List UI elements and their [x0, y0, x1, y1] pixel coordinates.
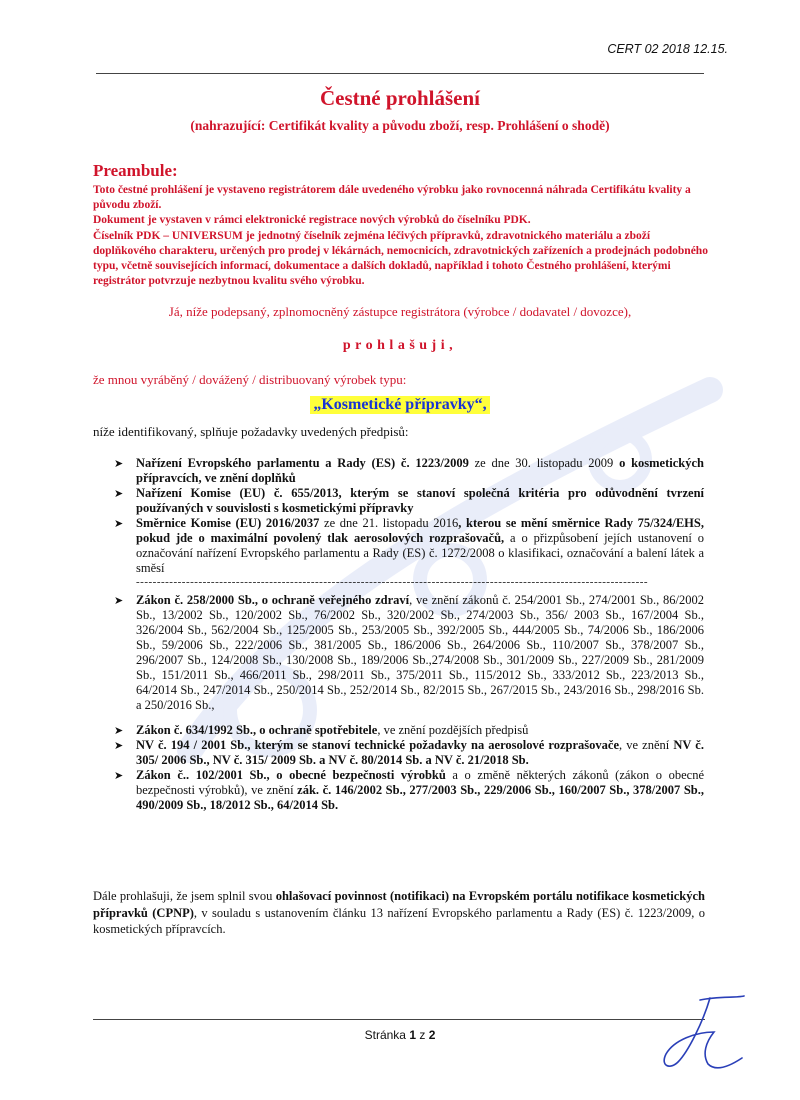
arrowhead-bullet-icon: ➤ — [114, 517, 124, 530]
regulation-item: ➤ Nařízení Evropského parlamentu a Rady (ES) č. 1223/2009 ze dne 30. listopadu 2009 o kosmetických přípravcích, ve znění doplňků — [114, 456, 704, 485]
top-divider — [96, 73, 704, 74]
product-type-container — [0, 396, 800, 414]
bottom-divider — [93, 1019, 705, 1020]
declarant-line: Já, níže podepsaný, zplnomocněný zástupce registrátora (výrobce / dodavatel / dovozce), — [168, 304, 632, 319]
document-subtitle: (nahrazující: Certifikát kvality a původu zboží, resp. Prohlášení o shodě) — [190, 118, 610, 133]
declare-word: prohlašuji, — [342, 338, 458, 353]
closing-paragraph: Dále prohlašuji, že jsem splnil svou ohlašovací povinnost (notifikaci) na Evropském portálu notifikace kosmetických přípravků (CPNP), v souladu s ustanovením článku 13 nařízení Evropského parlamentu a Rady (ES) č. 1223/2009, o kosmetických přípravcích. — [93, 889, 705, 936]
regulation-item: ➤ Zákon č. 634/1992 Sb., o ochraně spotřebitele, ve znění pozdějších předpisů — [114, 723, 529, 737]
regulation-item: ➤ Nařízení Komise (EU) č. 655/2013, kterým se stanoví společná kritéria pro odůvodnění tvrzení používaných v souvislosti s kosmetickými přípravky — [114, 486, 704, 515]
arrowhead-bullet-icon: ➤ — [114, 487, 124, 500]
preamble-paragraph: Dokument je vystaven v rámci elektronické registrace nových výrobků do číselníku PDK. — [93, 214, 531, 227]
identified-line: níže identifikovaný, splňuje požadavky uvedených předpisů: — [93, 424, 409, 439]
regulation-item: ➤ Zákon č. 258/2000 Sb., o ochraně veřejného zdraví, ve znění zákonů č. 254/2001 Sb., 274/2001 Sb., 86/2002 Sb., 13/2002 Sb., 120/2002 Sb., 76/2002 Sb., 320/2002 Sb., 274/2003 Sb., 356/ 2003 Sb., 167/2004 Sb., 326/2004 Sb., 562/2004 Sb., 125/2005 Sb., 253/2005 Sb., 392/2005 Sb., 444/2005 Sb., 74/2006 Sb., 186/2006 Sb., 59/2006 Sb., 222/2006 Sb., 381/2005 Sb., 186/2006 Sb., 264/2006 Sb., 110/2007 Sb., 378/2007 Sb., 296/2007 Sb., 124/2008 Sb., 130/2008 Sb., 189/2006 Sb.,274/2008 Sb., 301/2009 Sb., 227/2009 Sb., 281/2009 Sb., 151/2011 Sb., 466/2011 Sb., 298/2011 Sb., 375/2011 Sb., 115/2012 Sb., 333/2012 Sb., 223/2013 Sb., 64/2014 Sb., 247/2014 Sb., 250/2014 Sb., 252/2014 Sb., 82/2015 Sb., 267/2015 Sb., 243/2016 Sb., 298/2016 Sb. a 250/2016 Sb., — [114, 593, 704, 712]
preamble-paragraph: Toto čestné prohlášení je vystaveno registrátorem dále uvedeného výrobku jako rovnocenná náhrada Certifikátu kvality a původu zboží. — [93, 184, 691, 212]
preamble-paragraph: Číselník PDK – UNIVERSUM je jednotný číselník zejména léčivých přípravků, zdravotnického materiálu a zboží doplňkového charakteru, určených pro prodej v lékárnách, nemocnicích, zdravotnických zařízeních a prodejnách podobného typu, včetně souvisejících informací, dokumentace a dalších dokladů, například i tohoto Čestného prohlášení, kterými registrátor potvrzuje nezbytnou kvalitu svého výrobku. — [93, 229, 708, 288]
page-number: Stránka 1 z 2 — [364, 1028, 436, 1042]
regulation-item: ➤ Směrnice Komise (EU) 2016/2037 ze dne 21. listopadu 2016, kterou se mění směrnice Rady 75/324/EHS, pokud jde o maximální povolený tlak aerosolových rozprašovačů, a o přizpůsobení jejích ustanovení o označování nařízení Evropského parlamentu a Rady (ES) č. 1272/2008 o klasifikaci, označování a balení látek a směsí — [114, 516, 704, 575]
preamble-heading: Preambule: — [93, 161, 178, 180]
product-type-highlight: „Kosmetické přípravky“, — [310, 396, 489, 414]
arrowhead-bullet-icon: ➤ — [114, 739, 124, 752]
arrowhead-bullet-icon: ➤ — [114, 724, 124, 737]
handwritten-signature — [648, 992, 748, 1078]
list-gap — [114, 713, 704, 723]
regulation-item: ➤ Zákon č.. 102/2001 Sb., o obecné bezpečnosti výrobků a o změně některých zákonů (zákon o obecné bezpečnosti výrobků), ve znění zák. č. 146/2002 Sb., 277/2003 Sb., 229/2006 Sb., 160/2007 Sb., 378/2007 Sb., 490/2009 Sb., 18/2012 Sb., 64/2014 Sb. — [114, 768, 704, 812]
preamble-text — [93, 183, 713, 289]
closing-statement — [93, 888, 705, 938]
arrowhead-bullet-icon: ➤ — [114, 769, 124, 782]
arrowhead-bullet-icon: ➤ — [114, 594, 124, 607]
arrowhead-bullet-icon: ➤ — [114, 457, 124, 470]
product-line: že mnou vyráběný / dovážený / distribuovaný výrobek typu: — [93, 372, 407, 387]
dashed-separator: --------------------------------------------------------------------------------------------------------------------------- — [136, 576, 649, 588]
certificate-code: CERT 02 2018 12.15. — [607, 42, 728, 56]
document-title: Čestné prohlášení — [319, 86, 481, 110]
regulation-item: ➤ NV č. 194 / 2001 Sb., kterým se stanoví technické požadavky na aerosolové rozprašovače, ve znění NV č. 305/ 2006 Sb., NV č. 315/ 2009 Sb. a NV č. 80/2014 Sb. a NV č. 21/2018 Sb. — [114, 738, 704, 767]
regulations-list — [114, 456, 704, 813]
